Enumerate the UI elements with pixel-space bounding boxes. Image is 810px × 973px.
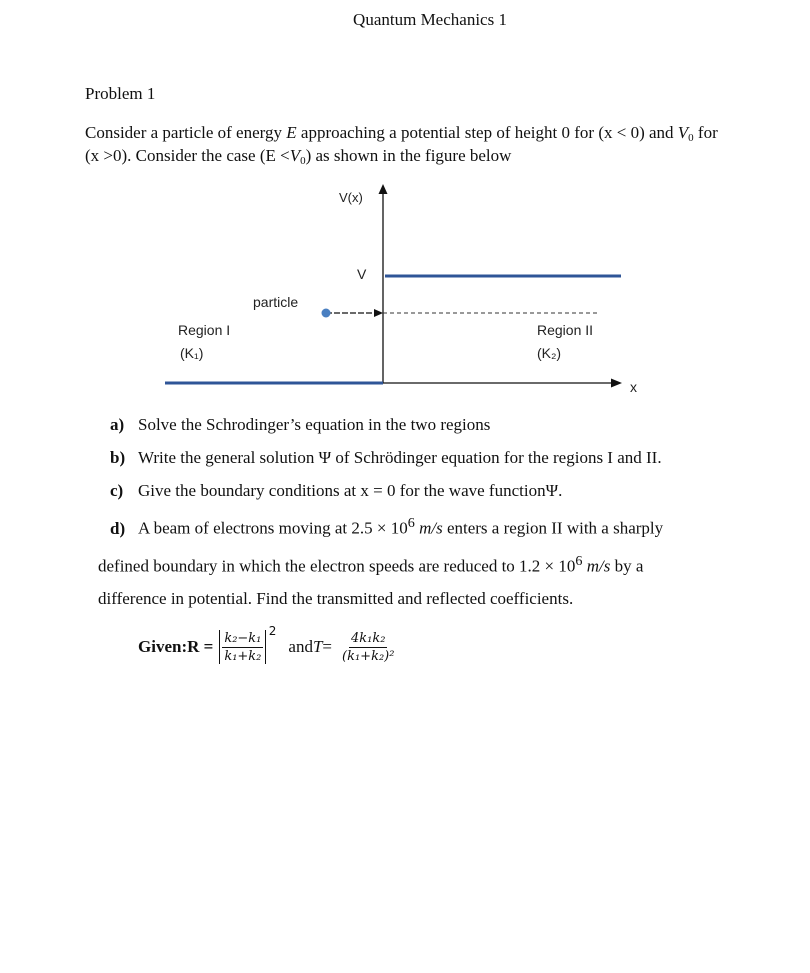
v0-symbol: V [677, 123, 689, 142]
question-d-line-2 [98, 545, 738, 583]
question-a [98, 408, 738, 441]
question-b-text: Write the general solution Ψ of Schrödinger equation for the regions I and II. [138, 448, 662, 467]
question-c [98, 474, 738, 507]
intro-text-2a: (x >0). Consider the case (E < [85, 146, 290, 165]
intro-text-2b: ) as shown in the figure below [305, 146, 512, 165]
v0-symbol-2: V [289, 146, 301, 165]
t-denominator: (k₁+k₂)² [342, 648, 395, 664]
problem-statement [85, 121, 785, 167]
r-denominator: k₁+k₂ [224, 648, 262, 664]
question-c-letter: c) [110, 481, 124, 500]
x-axis-label: x [630, 379, 637, 395]
particle-label: particle [253, 294, 299, 310]
question-d [98, 507, 738, 615]
r-equals: R = [187, 637, 214, 656]
question-d-line2-text-b: by a [610, 556, 644, 576]
question-d-text-a: A beam of electrons moving at 2.5 × 10 [138, 518, 408, 538]
region-1-label: Region I [178, 322, 231, 338]
t-numerator: 4k₁k₂ [351, 630, 386, 646]
question-d-line-3: difference in potential. Find the transmitted and reflected coefficients. [98, 589, 574, 609]
problem-heading: Problem 1 [85, 84, 156, 103]
question-a-letter: a) [110, 415, 125, 434]
particle-arrowhead [374, 309, 383, 317]
page-title: Quantum Mechanics 1 [353, 10, 507, 29]
t-fraction [338, 631, 398, 664]
y-axis-label: V(x) [339, 190, 363, 205]
r-power: 2 [268, 624, 277, 638]
region-1-k-label: (K₁) [180, 345, 204, 361]
question-d-exponent-b: 6 [575, 552, 583, 569]
question-b-letter: b) [110, 448, 126, 467]
r-numerator: k₂−k₁ [224, 630, 262, 646]
question-d-line2-text-a: defined boundary in which the electron speeds are reduced to 1.2 × 10 [98, 556, 576, 576]
y-axis-arrowhead [379, 184, 388, 194]
intro-text-1c: for [693, 123, 718, 142]
question-d-unit-b: m/s [582, 556, 611, 576]
question-list [98, 408, 738, 615]
question-c-text: Give the boundary conditions at x = 0 for the wave functionΨ. [138, 481, 563, 500]
x-axis-arrowhead [611, 379, 622, 388]
question-d-letter: d) [110, 518, 126, 538]
intro-line-1 [85, 121, 785, 144]
given-label: Given: [138, 637, 188, 656]
question-d-exponent-a: 6 [407, 515, 415, 531]
t-symbol: T [312, 637, 323, 656]
and-text: and [288, 637, 313, 656]
energy-symbol: E [286, 123, 297, 142]
abs-bar-right [265, 630, 266, 664]
intro-text-1a: Consider a particle of energy [85, 123, 287, 142]
step-height-label: V [357, 266, 367, 282]
intro-text-1b: approaching a potential step of height 0 for (x < 0) and [296, 123, 678, 142]
particle-dot [322, 309, 331, 318]
question-d-unit-a: m/s [414, 518, 443, 538]
question-d-line-1 [98, 507, 738, 545]
v0-subscript: 0 [688, 132, 694, 144]
r-absolute-value [219, 624, 277, 664]
given-formulas [138, 624, 398, 664]
t-equals: = [322, 637, 333, 656]
question-a-text: Solve the Schrodinger’s equation in the two regions [138, 415, 491, 434]
r-fraction [220, 631, 265, 664]
region-2-label: Region II [537, 322, 594, 338]
question-b [98, 441, 738, 474]
intro-line-2 [85, 144, 785, 167]
v0-subscript-2: 0 [300, 155, 306, 167]
potential-step-diagram [0, 180, 700, 400]
question-d-text-b: enters a region II with a sharply [442, 518, 664, 538]
region-2-k-label: (K₂) [537, 345, 562, 361]
